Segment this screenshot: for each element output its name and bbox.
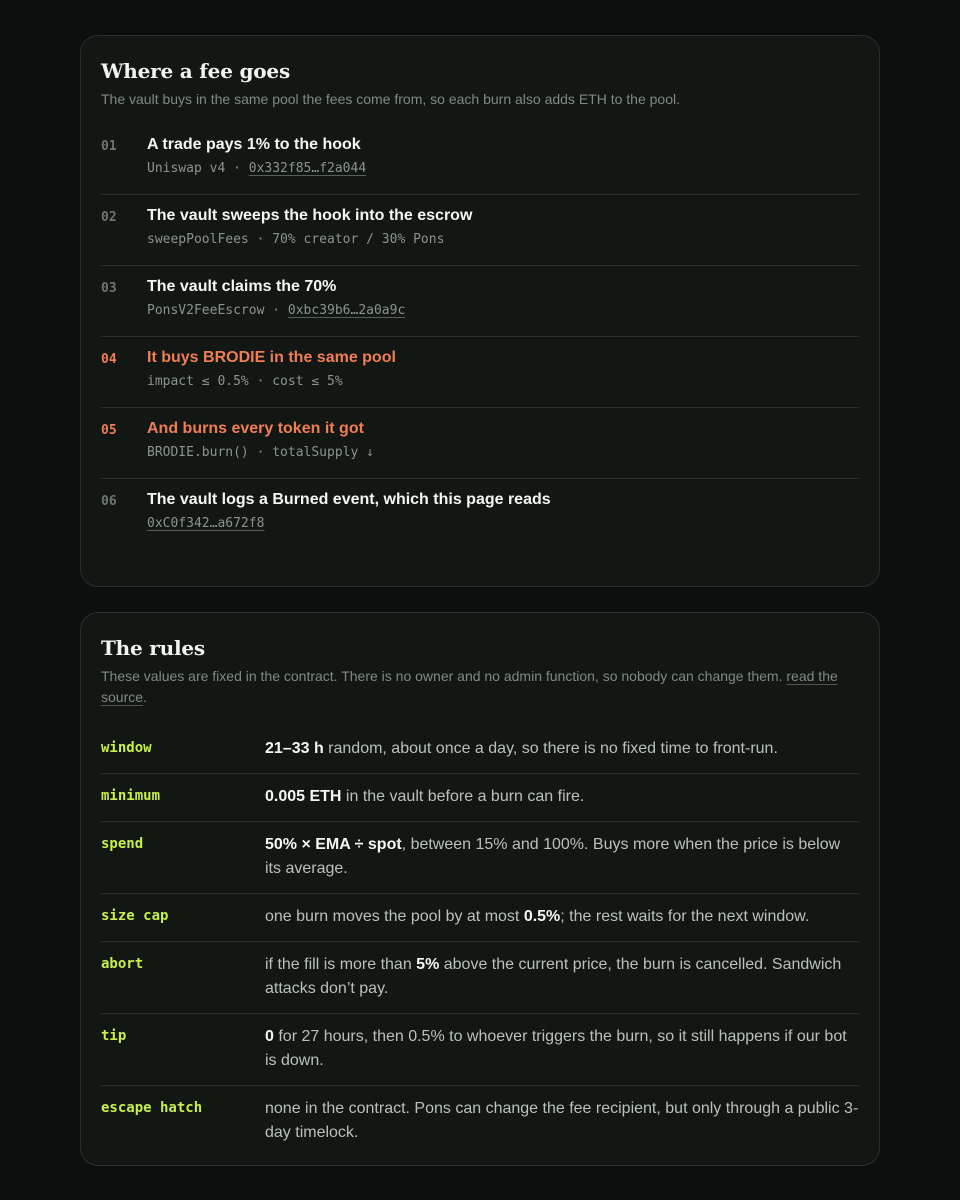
step-title: And burns every token it got: [147, 420, 364, 437]
flow-step: [101, 408, 859, 479]
step-title: The vault claims the 70%: [147, 278, 337, 295]
step-number: 03: [101, 281, 117, 296]
step-meta: [147, 444, 859, 462]
step-meta-text: Uniswap v4 ·: [147, 161, 249, 176]
step-number: 05: [101, 423, 117, 438]
fee-flow-title: Where a fee goes: [101, 59, 290, 83]
rule-key: tip: [101, 1028, 127, 1044]
step-title: The vault sweeps the hook into the escrow: [147, 207, 473, 224]
rule-row: [101, 1086, 859, 1157]
rule-row: [101, 894, 859, 942]
fee-flow-steps: [101, 124, 859, 550]
rule-value: one burn moves the pool by at most 0.5%; the rest waits for the next window.: [265, 908, 810, 925]
rule-row: [101, 726, 859, 774]
flow-step: [101, 195, 859, 266]
rule-key: spend: [101, 836, 144, 852]
flow-step: [101, 124, 859, 195]
fee-flow-subtitle: The vault buys in the same pool the fees come from, so each burn also adds ETH to the pool.: [101, 91, 680, 107]
rule-key: minimum: [101, 788, 161, 804]
step-title: It buys BRODIE in the same pool: [147, 349, 396, 366]
read-source-link[interactable]: read the source: [101, 668, 838, 705]
rule-key: escape hatch: [101, 1100, 203, 1116]
flow-step: [101, 479, 859, 550]
step-meta: [147, 515, 859, 533]
step-meta: [147, 160, 859, 178]
step-meta-text: sweepPoolFees · 70% creator / 30% Pons: [147, 232, 445, 247]
step-meta: [147, 302, 859, 320]
rule-value: 21–33 h random, about once a day, so there is no fixed time to front-run.: [265, 740, 778, 757]
flow-step: [101, 266, 859, 337]
rule-value: 0.005 ETH in the vault before a burn can fire.: [265, 788, 585, 805]
rules-title: The rules: [101, 636, 205, 660]
step-title: A trade pays 1% to the hook: [147, 136, 361, 153]
rule-key: size cap: [101, 908, 169, 924]
rules-card: [80, 612, 880, 1166]
rules-subtitle-text: These values are fixed in the contract. There is no owner and no admin function, so nobody can change them.: [101, 668, 787, 684]
step-title: The vault logs a Burned event, which this page reads: [147, 491, 551, 508]
hook-address-link[interactable]: 0x332f85…f2a044: [248, 161, 367, 176]
step-number: 04: [101, 352, 117, 367]
flow-step: [101, 337, 859, 408]
rules-subtitle: [101, 666, 859, 708]
rule-row: [101, 822, 859, 894]
rule-value: none in the contract. Pons can change the fee recipient, but only through a public 3-day timelock.: [265, 1100, 859, 1141]
rule-key: abort: [101, 956, 144, 972]
rule-row: [101, 942, 859, 1014]
escrow-address-link[interactable]: 0xbc39b6…2a0a9c: [287, 303, 406, 318]
rule-row: [101, 1014, 859, 1086]
step-number: 06: [101, 494, 117, 509]
step-meta: [147, 373, 859, 391]
fee-flow-card: [80, 35, 880, 587]
step-meta-text: BRODIE.burn() · totalSupply ↓: [147, 445, 374, 460]
step-meta-text: PonsV2FeeEscrow ·: [147, 303, 288, 318]
rule-value: 0 for 27 hours, then 0.5% to whoever triggers the burn, so it still happens if our bot is down.: [265, 1028, 847, 1069]
rule-row: [101, 774, 859, 822]
step-number: 02: [101, 210, 117, 225]
rule-value: if the fill is more than 5% above the current price, the burn is cancelled. Sandwich attacks don’t pay.: [265, 956, 842, 997]
rules-list: [101, 726, 859, 1157]
step-number: 01: [101, 139, 117, 154]
step-meta: [147, 231, 859, 249]
vault-address-link[interactable]: 0xC0f342…a672f8: [147, 516, 265, 531]
rule-key: window: [101, 740, 152, 756]
step-meta-text: impact ≤ 0.5% · cost ≤ 5%: [147, 374, 343, 389]
rule-value: 50% × EMA ÷ spot, between 15% and 100%. Buys more when the price is below its average.: [265, 836, 841, 877]
rules-subtitle-end: .: [143, 689, 147, 705]
